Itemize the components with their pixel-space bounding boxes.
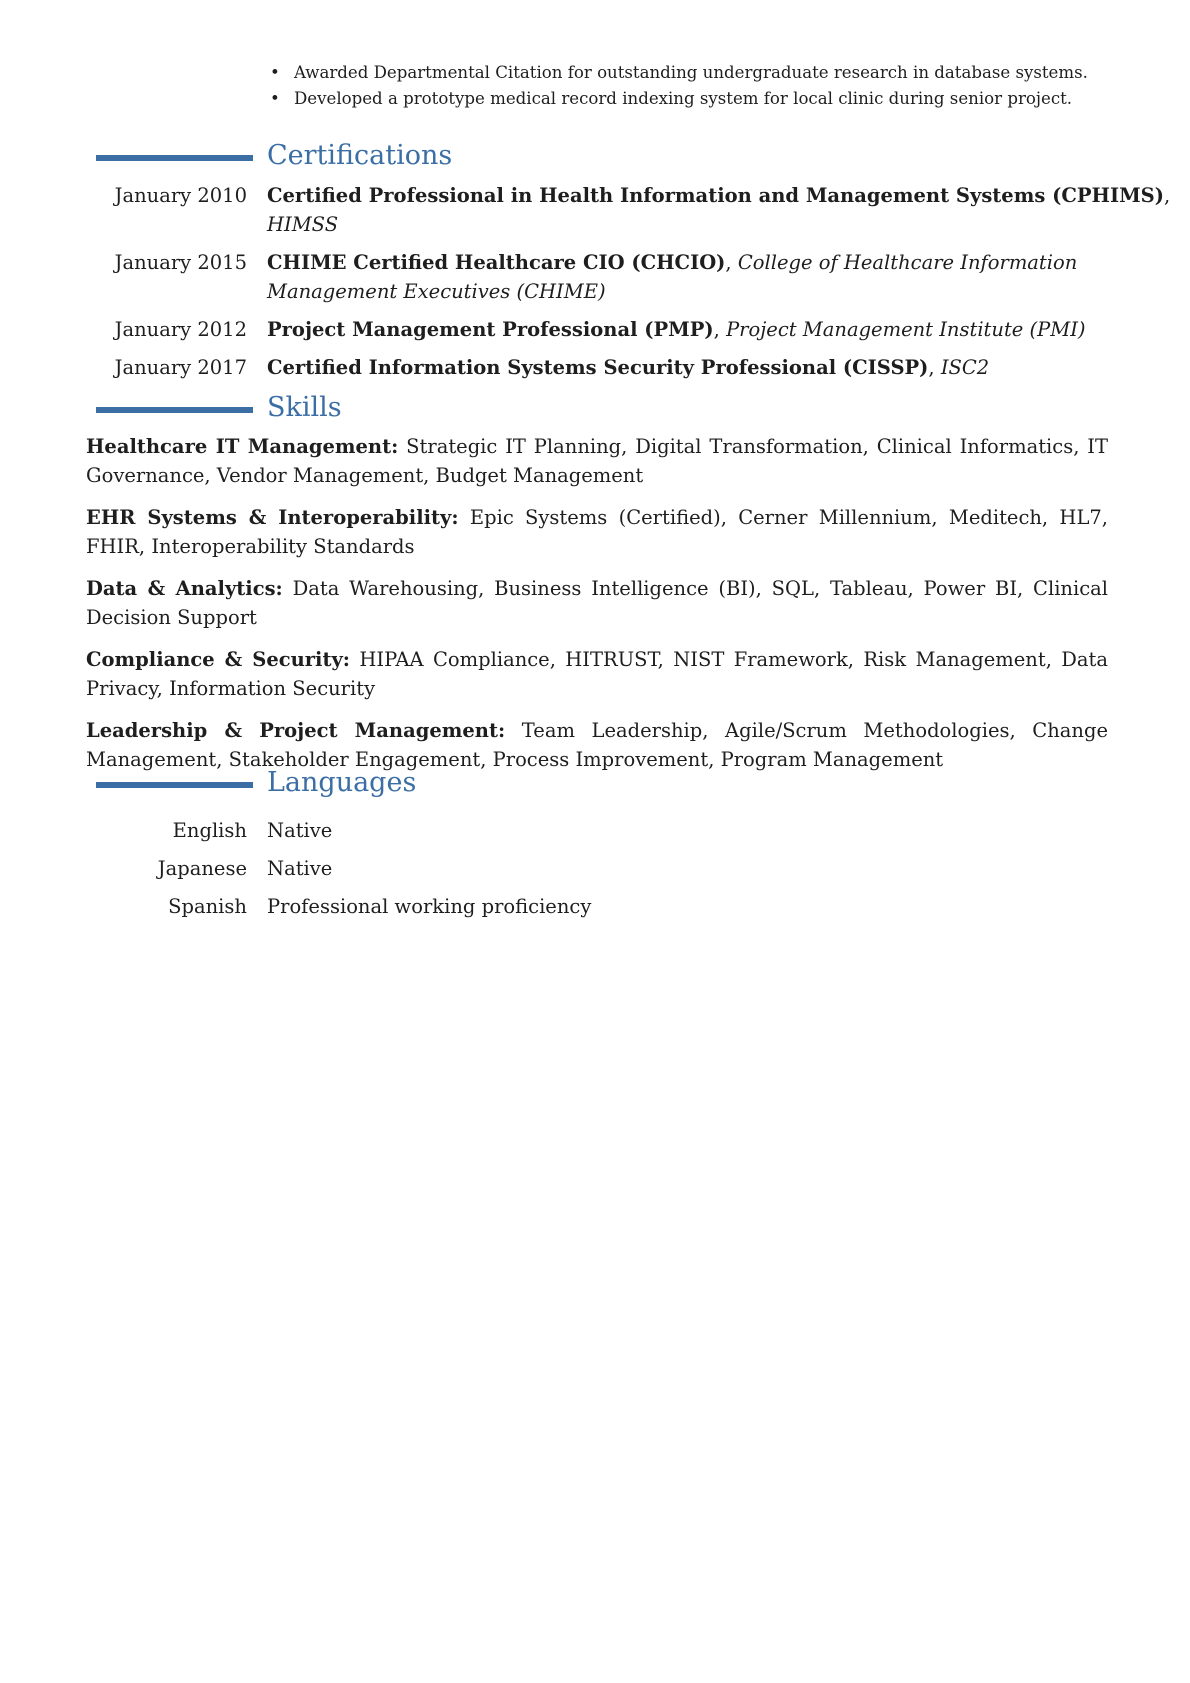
certification-date: January 2015	[114, 251, 247, 274]
language-name: Spanish	[168, 895, 247, 918]
skill-label: Leadership & Project Management:	[86, 719, 506, 742]
skill-value: HIPAA Compliance, HITRUST, NIST Framework, Risk Management, Data Privacy, Information Security	[86, 648, 1108, 700]
language-level: Professional working proficiency	[267, 895, 592, 918]
certification-body	[267, 353, 1182, 382]
section-title: Languages	[267, 767, 417, 798]
separator: ,	[928, 356, 941, 379]
section-rule	[96, 155, 253, 161]
education-bullet: • Developed a prototype medical record indexing system for local clinic during senior project.	[268, 86, 1108, 111]
certification-body	[267, 315, 1182, 344]
certifications-header	[96, 139, 1096, 175]
skill-value: Data Warehousing, Business Intelligence (BI), SQL, Tableau, Power BI, Clinical Decision Support	[86, 577, 1109, 629]
section-rule	[96, 782, 253, 788]
certification-name: Certified Information Systems Security Professional (CISSP)	[267, 356, 929, 379]
section-title: Certifications	[267, 140, 453, 171]
language-level: Native	[267, 819, 333, 842]
separator: ,	[713, 318, 727, 341]
skill-group	[86, 503, 1108, 561]
skill-group	[86, 432, 1108, 490]
certification-issuer: HIMSS	[267, 213, 339, 236]
language-name: English	[172, 819, 247, 842]
certification-name: CHIME Certified Healthcare CIO (CHCIO)	[267, 251, 726, 274]
education-bullet: • Awarded Departmental Citation for outstanding undergraduate research in database systems.	[268, 60, 1108, 85]
separator: ,	[1163, 184, 1171, 207]
certification-issuer: Project Management Institute (PMI)	[726, 318, 1086, 341]
skill-label: Data & Analytics:	[86, 577, 283, 600]
certification-date: January 2012	[114, 318, 247, 341]
certification-name: Project Management Professional (PMP)	[267, 318, 714, 341]
skills-header	[96, 391, 1096, 427]
section-title: Skills	[267, 392, 342, 423]
certification-body	[267, 248, 1182, 306]
language-level: Native	[267, 857, 333, 880]
certification-date: January 2017	[114, 356, 247, 379]
certification-issuer: College of Healthcare Information Management Executives (CHIME)	[267, 251, 1078, 303]
certification-date: January 2010	[114, 184, 247, 207]
separator: ,	[725, 251, 738, 274]
languages-header	[96, 766, 1096, 802]
skill-value: Team Leadership, Agile/Scrum Methodologies, Change Management, Stakeholder Engagement, Process Improvement, Program Management	[86, 719, 1108, 771]
skill-label: Compliance & Security:	[86, 648, 350, 671]
skill-group	[86, 574, 1108, 632]
skill-group	[86, 645, 1108, 703]
skill-label: Healthcare IT Management:	[86, 435, 399, 458]
skill-label: EHR Systems & Interoperability:	[86, 506, 459, 529]
section-rule	[96, 407, 253, 413]
certification-issuer: ISC2	[940, 356, 990, 379]
certification-body	[267, 181, 1182, 239]
skill-value: Strategic IT Planning, Digital Transformation, Clinical Informatics, IT Governance, Vendor Management, Budget Management	[86, 435, 1108, 487]
skill-value: Epic Systems (Certified), Cerner Millennium, Meditech, HL7, FHIR, Interoperability Standards	[86, 506, 1108, 558]
education-bullets	[268, 60, 1108, 112]
language-name: Japanese	[157, 857, 247, 880]
certification-name: Certified Professional in Health Information and Management Systems (CPHIMS)	[267, 184, 1164, 207]
